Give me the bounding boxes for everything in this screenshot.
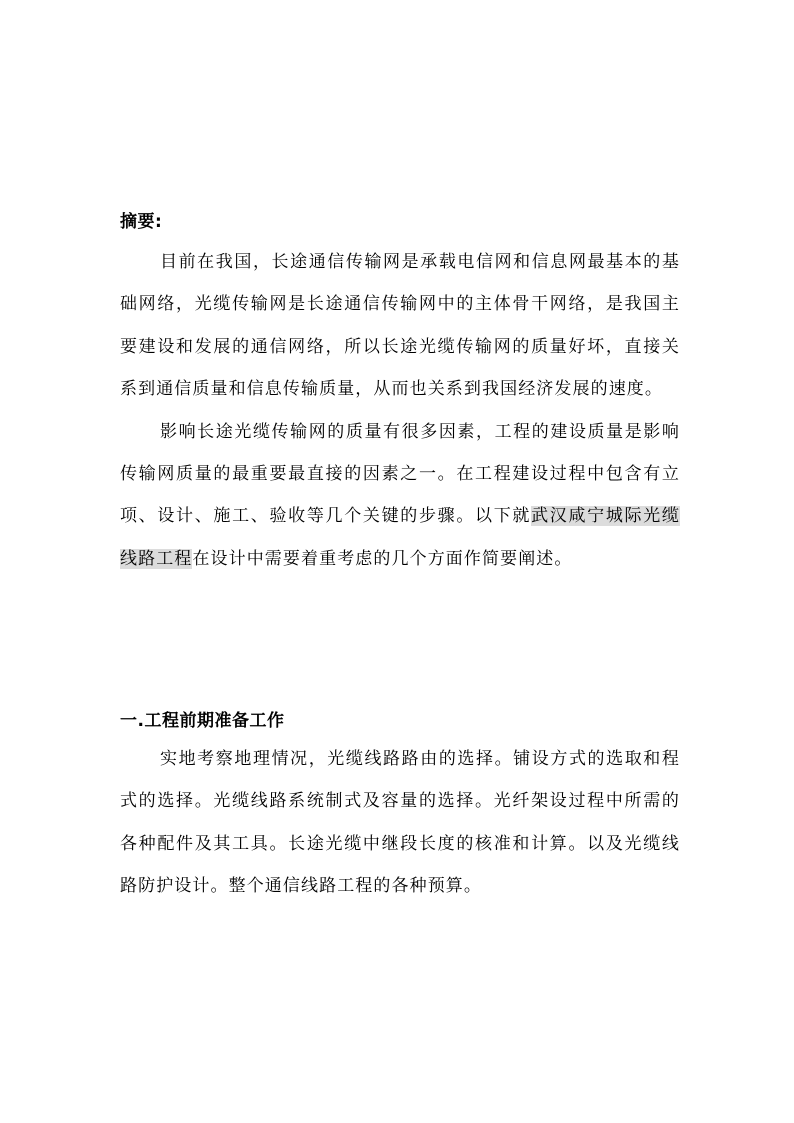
highlighted-project-name: 武汉咸宁城际光缆线路工程: [120, 506, 680, 569]
abstract-heading: 摘要:: [120, 212, 163, 232]
abstract-body: [120, 241, 680, 580]
section-1-paragraph-1: 实地考察地理情况，光缆线路路由的选择。铺设方式的选取和程式的选择。光缆线路系统制式及容量的选择。光纤架设过程中所需的各种配件及其工具。长途光缆中继段长度的核准和计算。以及光缆线路防护设计。整个通信线路工程的各种预算。: [120, 749, 680, 897]
abstract-paragraph-2: [120, 411, 680, 581]
abstract-paragraph-1: 目前在我国，长途通信传输网是承载电信网和信息网最基本的基础网络，光缆传输网是长途通信传输网中的主体骨干网络，是我国主要建设和发展的通信网络，所以长途光缆传输网的质量好坏，直接关系到通信质量和信息传输质量，从而也关系到我国经济发展的速度。: [120, 252, 680, 400]
abstract-paragraph-2-start: 影响长途光缆传输网的质量有很多因素，工程的建设质量是影响传输网质量的最重要最直接的因素之一。在工程建设过程中包含有立项、设计、施工、验收等几个关键的步骤。以下就: [120, 421, 680, 527]
section-1-body: [120, 738, 680, 908]
section-1-heading: 一.工程前期准备工作: [120, 711, 285, 731]
abstract-paragraph-2-end: 在设计中需要着重考虑的几个方面作简要阐述。: [192, 548, 573, 569]
